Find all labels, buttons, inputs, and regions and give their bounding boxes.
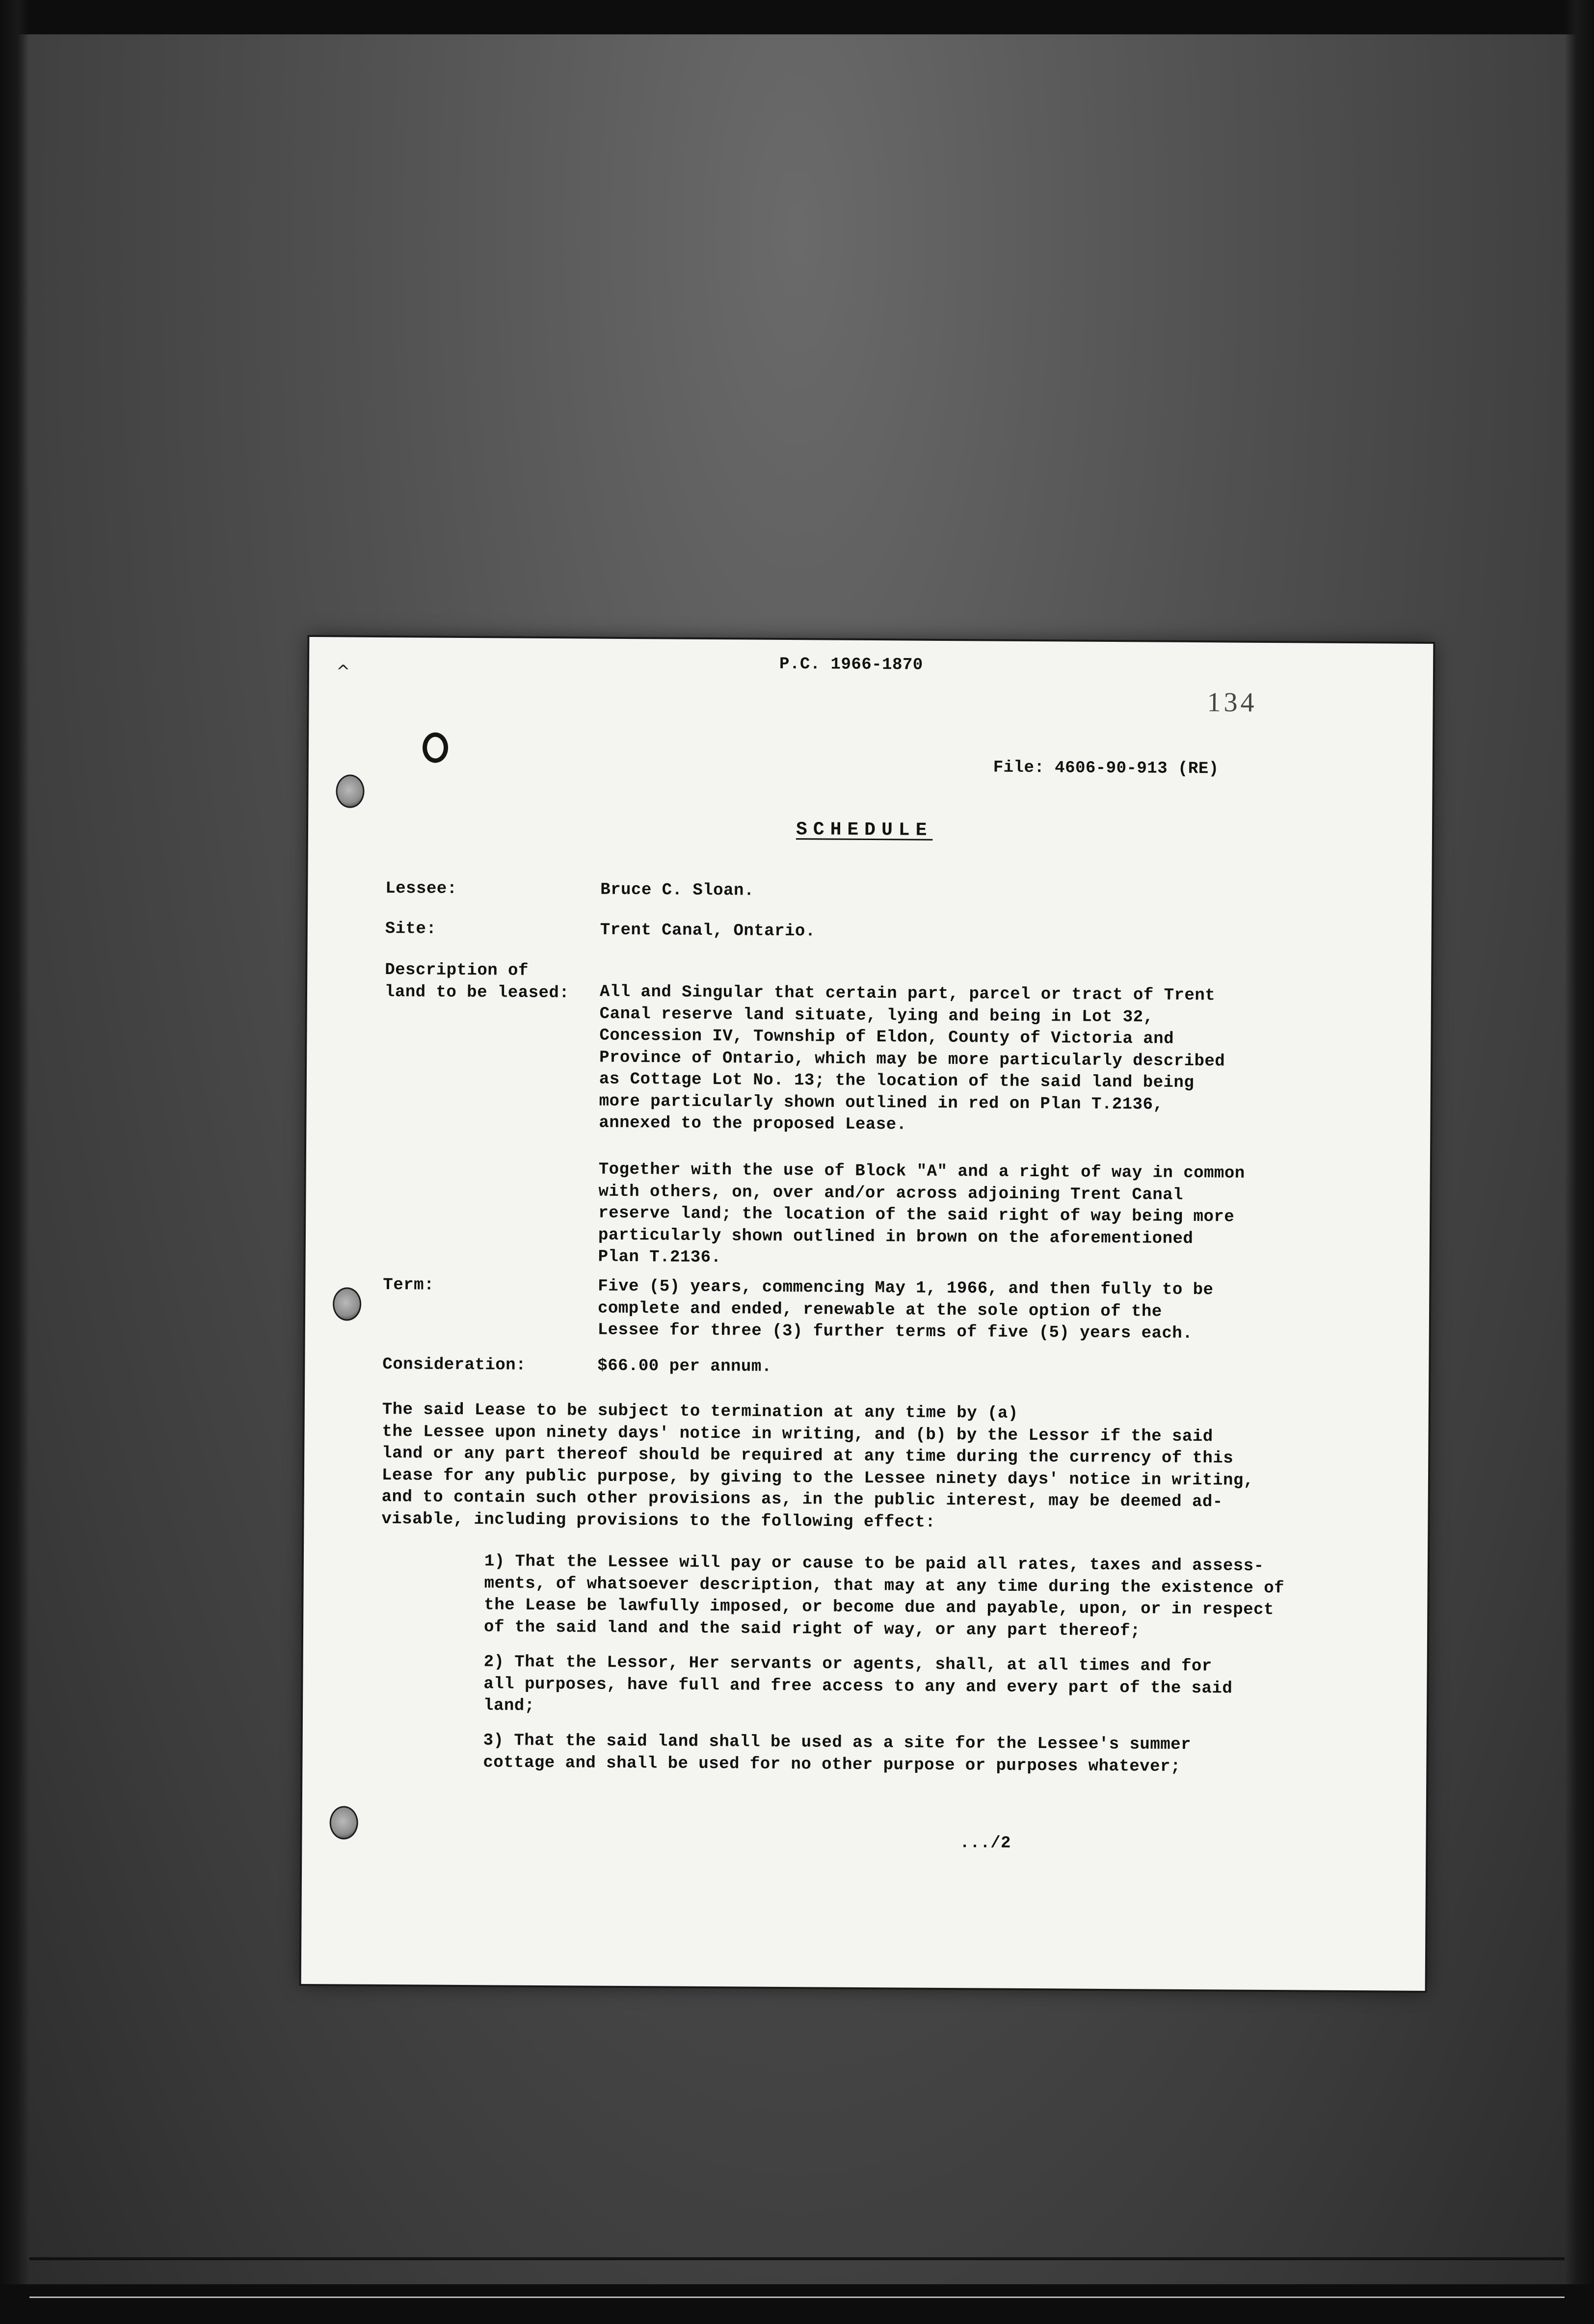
lessee-value: Bruce C. Sloan. — [600, 880, 754, 900]
film-edge-left — [0, 0, 29, 2324]
termination-paragraph: The said Lease to be subject to termination at any time by (a) the Lessee upon ninety days' notice in writing, and (b) by the Lessor if the said land or any part thereof should be required at any time during the currency of this Lease for any public purpose, by giving to the Lessee ninety days' notice in writing, and to contain such other provisions as, in the public interest, may be deemed ad- visable, including provisions to the following effect: — [381, 1400, 1254, 1532]
description-value-continued: Together with the use of Block "A" and a right of way in common with others, on, over and/or across adjoining Trent Canal reserve land; the location of the said right of way being more particularly shown outlined in brown on the aforementioned Plan T.2136. — [598, 1160, 1245, 1268]
site-value: Trent Canal, Ontario. — [600, 921, 816, 941]
term-label: Term: — [383, 1275, 434, 1295]
film-line-light — [29, 2297, 1565, 2298]
document-page — [301, 637, 1434, 1991]
punch-hole-icon — [333, 1287, 361, 1320]
site-label: Site: — [385, 919, 437, 939]
description-value: All and Singular that certain part, parcel or tract of Trent Canal reserve land situate, lying and being in Lot 32, Concession IV, Township of Eldon, County of Victoria and Province of Ontario, which may be more particularly described as Cottage Lot No. 13; the location of the said land being more particularly shown outlined in red on Plan T.2136, annexed to the proposed Lease. — [599, 982, 1225, 1135]
consideration-value: $66.00 per annum. — [597, 1356, 772, 1376]
lessee-label: Lessee: — [385, 879, 457, 898]
order-number: P.C. 1966-1870 — [779, 655, 923, 675]
small-hole-icon — [423, 732, 448, 763]
provision-2: 2) That the Lessor, Her servants or agents, shall, at all times and for all purposes, have full and free access to any and every part of the said land; — [483, 1653, 1233, 1716]
film-edge-top — [0, 0, 1594, 34]
page-stamp: 134 — [1207, 687, 1257, 718]
continuation-marker: .../2 — [959, 1834, 1011, 1853]
punch-hole-icon — [329, 1806, 358, 1839]
film-line — [29, 2257, 1565, 2260]
consideration-label: Consideration: — [382, 1355, 527, 1375]
edge-mark: ^ — [336, 661, 350, 682]
provision-3: 3) That the said land shall be used as a site for the Lessee's summer cottage and shall be used for no other purpose or purposes whatever; — [483, 1731, 1192, 1776]
description-label: Description of land to be leased: — [384, 960, 570, 1003]
film-edge-right — [1565, 0, 1594, 2324]
film-edge-bottom — [0, 2284, 1594, 2324]
provision-1: 1) That the Lessee will pay or cause to be paid all rates, taxes and assess- ments, of whatsoever description, that may at any time during the existence of the Lease be lawfully imposed, or become due and payable, upon, or in respect of the said land and the said right of way, or any part thereof; — [483, 1552, 1285, 1640]
page-title: SCHEDULE — [796, 819, 933, 841]
file-reference: File: 4606-90-913 (RE) — [993, 758, 1219, 779]
punch-hole-icon — [336, 774, 364, 808]
term-value: Five (5) years, commencing May 1, 1966, and then fully to be complete and ended, renewable at the sole option of the Lessee for three (3) further terms of five (5) years each. — [597, 1277, 1214, 1344]
